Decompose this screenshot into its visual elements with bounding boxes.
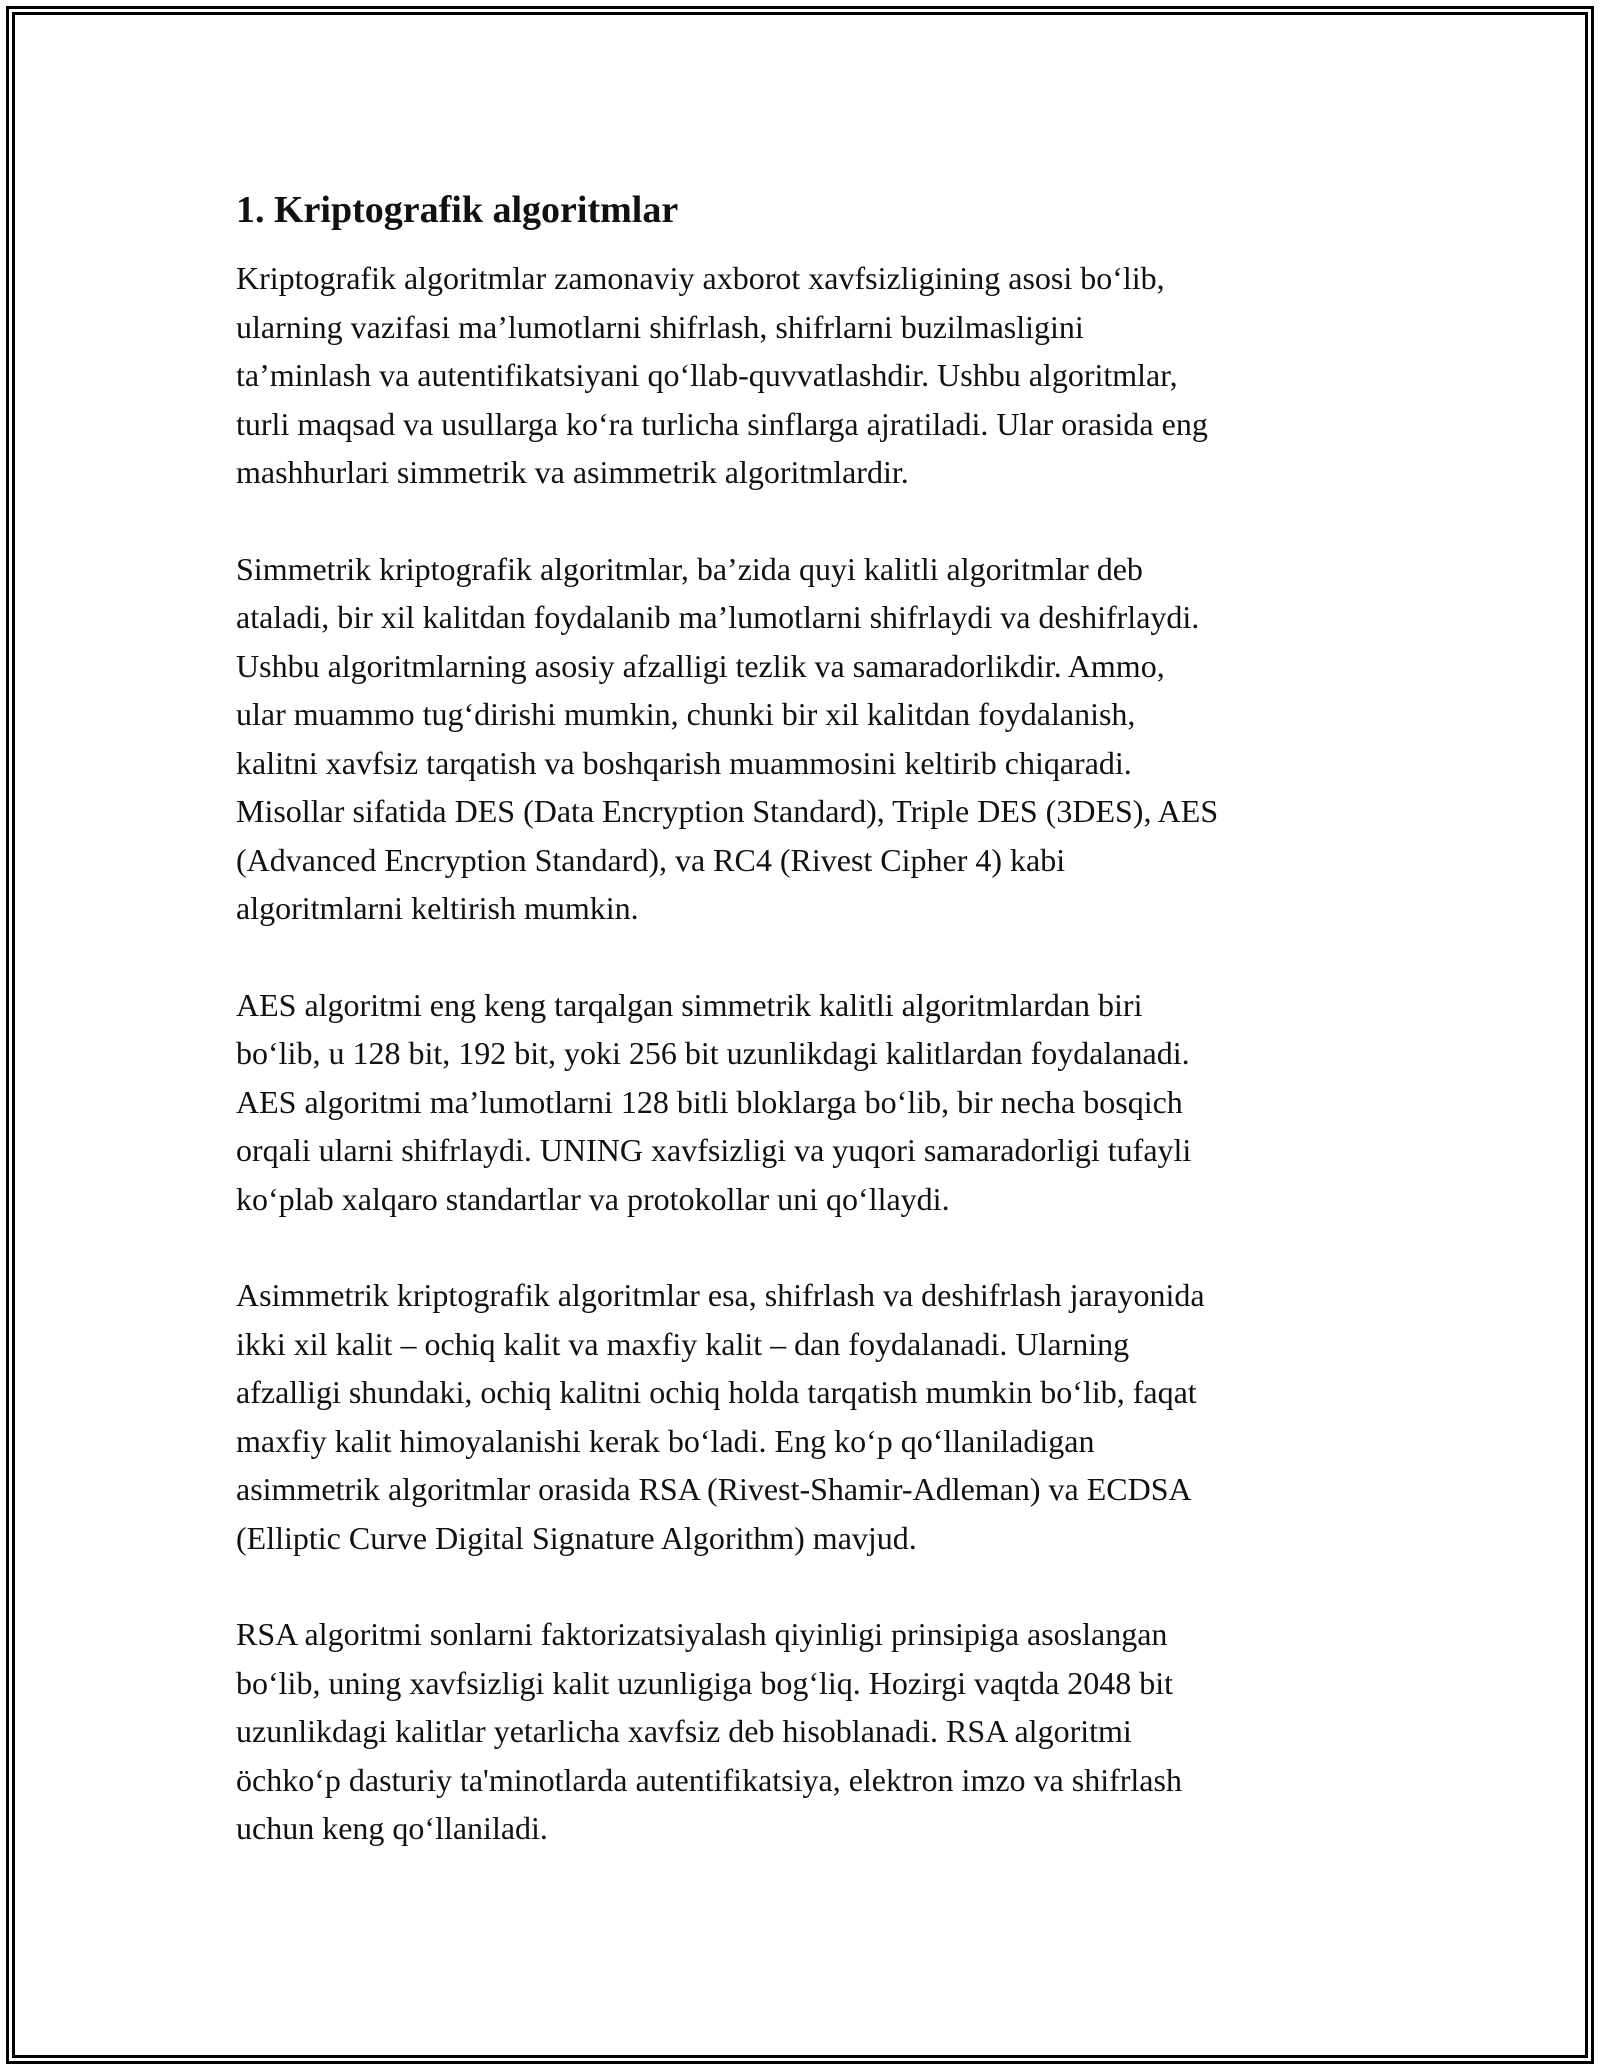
paragraph-rsa: RSA algoritmi sonlarni faktorizatsiyalash qiyinligi prinsipiga asoslangan bo‘lib, uning xavfsizligi kalit uzunligiga bog‘liq. Hozirgi vaqtda 2048 bit uzunlikdagi kalitlar yetarlicha xavfsiz deb hisoblanadi. RSA algoritmi öchko‘p dasturiy ta'minotlarda autentifikatsiya, elektron imzo va shifrlash uchun keng qo‘llaniladi. [236,1616,1182,1846]
paragraph-intro: Kriptografik algoritmlar zamonaviy axborot xavfsizligining asosi bo‘lib, ularning vazifasi ma’lumotlarni shifrlash, shifrlarni buzilmasligini ta’minlash va autentifikatsiyani qo‘llab-quvvatlashdir. Ushbu algoritmlar, turli maqsad va usullarga ko‘ra turlicha sinflarga ajratiladi. Ular orasida eng mashhurlari simmetrik va asimmetrik algoritmlardir. [236,260,1208,490]
paragraph-symmetric: Simmetrik kriptografik algoritmlar, ba’zida quyi kalitli algoritmlar deb ataladi, bir xil kalitdan foydalanib ma’lumotlarni shifrlaydi va deshifrlaydi. Ushbu algoritmlarning asosiy afzalligi tezlik va samaradorlikdir. Ammo, ular muammo tug‘dirishi mumkin, chunki bir xil kalitdan foydalanish, kalitni xavfsiz tarqatish va boshqarish muammosini keltirib chiqaradi. Misollar sifatida DES (Data Encryption Standard), Triple DES (3DES), AES (Advanced Encryption Standard), va RC4 (Rivest Cipher 4) kabi algoritmlarni keltirish mumkin. [236,550,1219,926]
document-body [236,186,1386,1901]
section-title: 1. Kriptografik algoritmlar [236,189,679,231]
paragraph-asymmetric: Asimmetrik kriptografik algoritmlar esa, shifrlash va deshifrlash jarayonida ikki xil kalit – ochiq kalit va maxfiy kalit – dan foydalanadi. Ularning afzalligi shundaki, ochiq kalitni ochiq holda tarqatish mumkin bo‘lib, faqat maxfiy kalit himoyalanishi kerak bo‘ladi. Eng ko‘p qo‘llaniladigan asimmetrik algoritmlar orasida RSA (Rivest-Shamir-Adleman) va ECDSA (Elliptic Curve Digital Signature Algorithm) mavjud. [236,1277,1205,1556]
paragraph-aes: AES algoritmi eng keng tarqalgan simmetrik kalitli algoritmlardan biri bo‘lib, u 128 bit, 192 bit, yoki 256 bit uzunlikdagi kalitlardan foydalanadi. AES algoritmi ma’lumotlarni 128 bitli bloklarga bo‘lib, bir necha bosqich orqali ularni shifrlaydi. UNING xavfsizligi va yuqori samaradorligi tufayli ko‘plab xalqaro standartlar va protokollar uni qo‘llaydi. [236,986,1192,1217]
